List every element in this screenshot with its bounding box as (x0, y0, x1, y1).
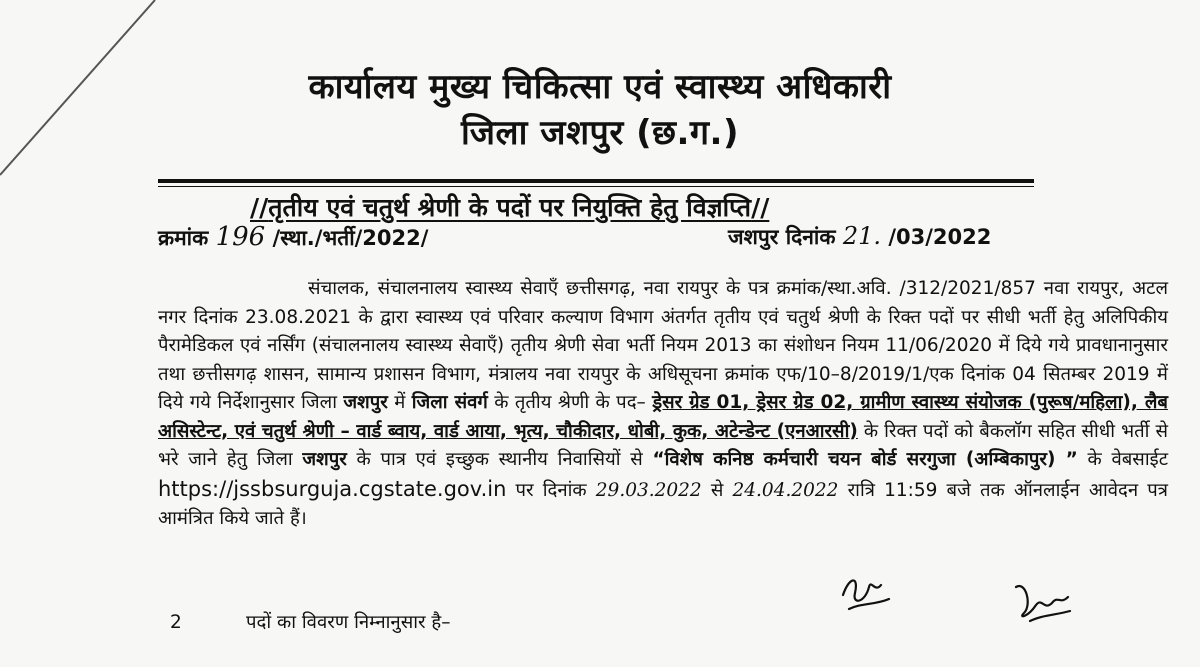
date-month-year: /03/2022 (888, 225, 992, 249)
signature-initial-1 (835, 565, 895, 615)
body-para-1: संचालक, संचालनालय स्वास्थ्य सेवाएँ छत्तीसगढ़, नवा रायपुर के पत्र क्रमांक/स्था.अवि. /312/2021/857 नवा रायपुर, अटल नगर दिनांक 23.08.2021 के द्वारा स्वास्थ्य एवं परिवार कल्याण विभाग अंतर्गत तृतीय एवं चतुर्थ श्रेणी के रिक्त पदों पर सीधी भर्ती हेतु अलिपिकीय पैरामेडिकल एवं नर्सिंग (संचालनालय स्वास्थ्य सेवाएँ) तृतीय श्रेणी सेवा भर्ती नियम 2013 का संशोधन नियम 11/06/2020 में दिये गये प्रावधानानुसार तथा छत्तीसगढ़ शासन, सामान्य प्रशासन विभाग, मंत्रालय नवा रायपुर के अधिसूचना क्रमांक एफ/10–8/2019/1/एक दिनांक 04 सितम्बर 2019 में दिये गये निर्देशानुसार जिला (158, 278, 1168, 413)
item-2-number: 2 (170, 612, 182, 633)
place-date-label: जशपुर दिनांक (728, 225, 836, 249)
item-2-text: पदों का विवरण निम्नानुसार है– (246, 612, 451, 633)
body-text-mid8: रात्रि 11:59 बजे तक ऑनलाईन आवेदन पत्र आमंत्रित किये जाते हैं। (158, 479, 1168, 529)
reference-date (728, 222, 991, 251)
body-text-mid1: में (394, 392, 406, 413)
reference-prefix: क्रमांक (158, 226, 209, 250)
notice-subject (250, 190, 1050, 224)
selection-board-name: “विशेष कनिष्ठ कर्मचारी चयन बोर्ड सरगुजा (अम्बिकापुर) ” (652, 449, 1078, 470)
application-start-date: 29.03.2022 (595, 479, 702, 501)
subject-slashes-left: // (250, 193, 269, 222)
body-text-mid5: के वेबसाईट (1087, 449, 1169, 470)
district-name-2: जशपुर (302, 449, 347, 470)
body-text-mid4: के पात्र एवं इच्छुक स्थानीय निवासियों से (356, 449, 643, 470)
subject-slashes-right: // (751, 193, 770, 222)
district-name: जशपुर (343, 392, 388, 413)
header-rule-thick (158, 179, 1034, 183)
district-title: जिला जशपुर (छ.ग.) (460, 113, 740, 153)
reference-handwritten-number: 196 (215, 222, 266, 252)
notice-body (158, 275, 1168, 534)
posts-list: ड्रेसर ग्रेड 01, ड्रेसर ग्रेड 02, ग्रामीण स्वास्थ्य संयोजक (पुरूष/महिला), लैब असिस्टेन्ट, एवं चतुर्थ श्रेणी – वार्ड ब्वाय, वार्ड आया, भृत्य, चौकीदार, धोबी, कुक, अटेन्डेन्ट (एनआरसी) (158, 392, 1168, 442)
office-title: कार्यालय मुख्य चिकित्सा एवं स्वास्थ्य अधिकारी (308, 67, 892, 107)
signature-initial-2 (1010, 575, 1075, 625)
handwritten-day: 21. (842, 222, 881, 250)
item-2 (170, 609, 451, 634)
reference-number (158, 222, 428, 252)
body-text-mid3: के रिक्त पदों को बैकलॉग सहित सीधी भर्ती से भरे जाने हेतु जिला (158, 420, 1168, 470)
application-end-date: 24.04.2022 (732, 479, 839, 501)
header-rule-thin (158, 186, 1034, 187)
subject-text: तृतीय एवं चतुर्थ श्रेणी के पदों पर नियुक्ति हेतु विज्ञप्ति (268, 193, 752, 222)
body-text-mid2: के तृतीय श्रेणी के पद– (494, 392, 646, 413)
body-text-mid7: से (710, 479, 724, 501)
cadre-name: जिला संवर्ग (411, 392, 488, 413)
reference-suffix: /स्था./भर्ती/2022/ (272, 226, 429, 250)
website-link[interactable]: https://jssbsurguja.cgstate.gov.in (158, 476, 507, 501)
body-text-mid6: पर दिनांक (515, 479, 587, 501)
